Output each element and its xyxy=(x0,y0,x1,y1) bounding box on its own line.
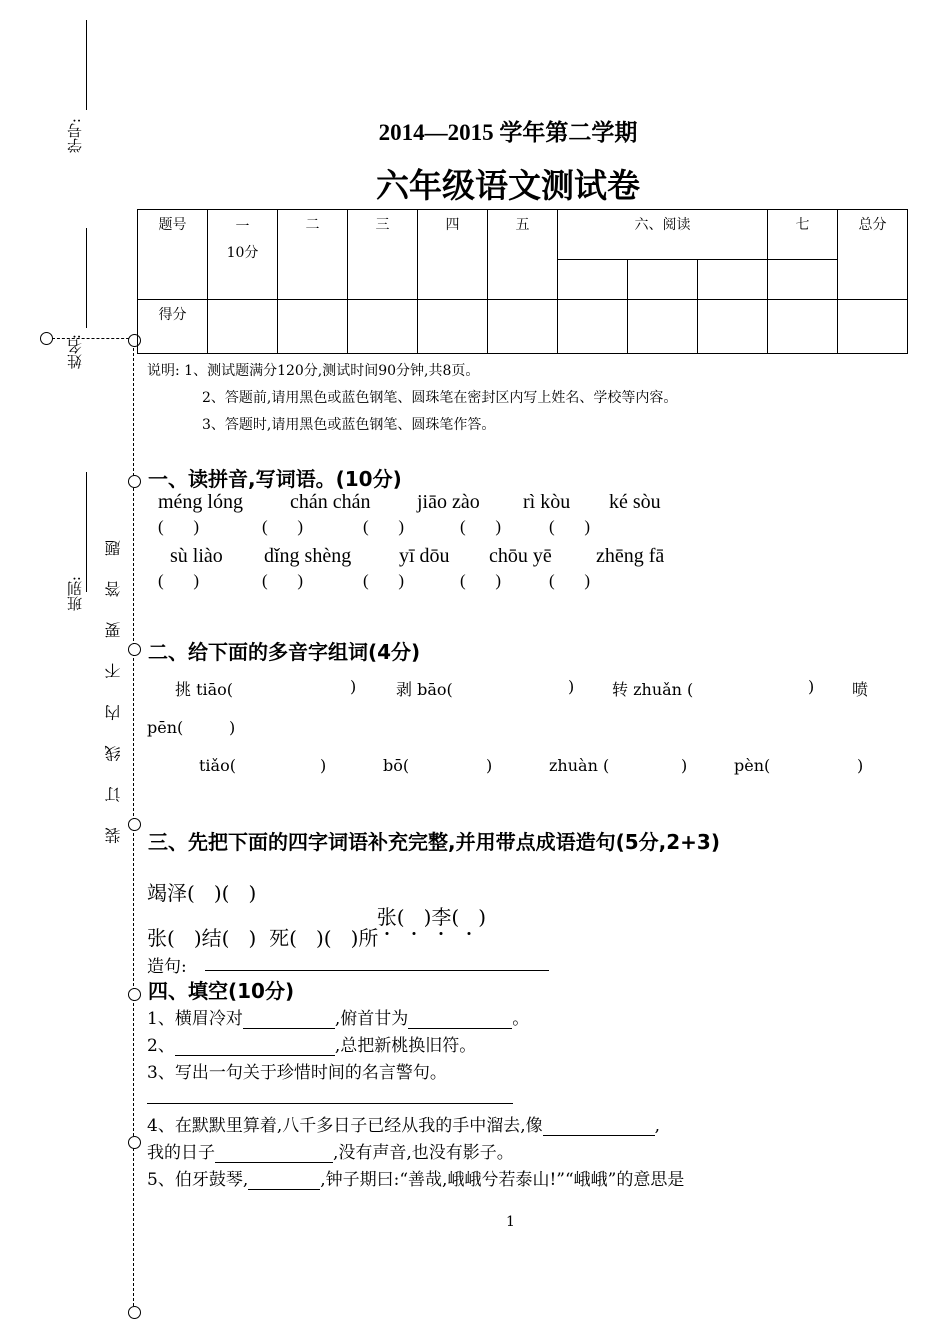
q2-text-a: 2、 xyxy=(147,1036,175,1056)
pinyin-2-5: zhēng fā xyxy=(596,545,665,567)
q5 xyxy=(147,1165,684,1190)
poly-1b-close: ) xyxy=(568,677,575,696)
score-cell[interactable] xyxy=(768,300,838,354)
blank-1-5[interactable]: ( ) xyxy=(549,517,591,536)
blank-2-3[interactable]: ( ) xyxy=(363,571,405,590)
poly-2c: zhuàn ( xyxy=(549,756,610,775)
pinyin-2-1: sù liào xyxy=(170,545,223,567)
poly-2b: bō( xyxy=(383,756,410,775)
pinyin-1-2: chán chán xyxy=(290,491,371,513)
blank-2-1[interactable]: ( ) xyxy=(158,571,200,590)
seal-line-horizontal xyxy=(52,338,134,339)
col-2: 二 xyxy=(278,210,348,300)
blank-1-4[interactable]: ( ) xyxy=(460,517,502,536)
poly-2d-close: ) xyxy=(857,756,864,775)
score-cell[interactable] xyxy=(838,300,908,354)
score-cell[interactable] xyxy=(628,300,698,354)
reading-sub-3[interactable] xyxy=(698,260,768,300)
q2-blank[interactable] xyxy=(175,1037,335,1056)
q1 xyxy=(147,1004,529,1029)
q2 xyxy=(147,1031,476,1056)
pinyin-2-3: yī dōu xyxy=(399,545,450,567)
q4-blank-1[interactable] xyxy=(543,1117,655,1136)
section3-title: 三、先把下面的四字词语补充完整,并用带点成语造句(5分,2+3) xyxy=(148,830,720,854)
note-1: 说明: 1、测试题满分120分,测试时间90分钟,共8页。 xyxy=(147,363,480,379)
col-5: 五 xyxy=(488,210,558,300)
blank-1-1[interactable]: ( ) xyxy=(158,517,200,536)
class-line xyxy=(86,472,87,592)
dotted-blank-2[interactable]: ( ) xyxy=(451,905,487,929)
q4-blank-2[interactable] xyxy=(215,1144,333,1163)
score-cell[interactable] xyxy=(488,300,558,354)
q5-blank[interactable] xyxy=(248,1171,320,1190)
col-total: 总分 xyxy=(838,210,908,300)
idiom-1: 竭泽( )( ) xyxy=(147,881,257,905)
col-6-reading: 六、阅读 xyxy=(558,210,768,260)
poly-2a: tiǎo( xyxy=(199,756,236,775)
score-cell[interactable] xyxy=(278,300,348,354)
note-3: 3、答题时,请用黑色或蓝色钢笔、圆珠笔作答。 xyxy=(202,417,496,433)
poly-1a-close: ) xyxy=(350,677,357,696)
question-no-header: 题号 xyxy=(138,210,208,300)
poly-1c-close: ) xyxy=(808,677,815,696)
page-title: 六年级语文测试卷 xyxy=(376,166,640,205)
seal-circle-6 xyxy=(128,1136,141,1149)
q1-text-b: ,俯首甘为 xyxy=(334,1009,409,1029)
score-cell[interactable] xyxy=(348,300,418,354)
poly-2b-close: ) xyxy=(486,756,493,775)
q4-text-d: ,没有声音,也没有影子。 xyxy=(333,1143,514,1163)
reading-sub-1[interactable] xyxy=(558,260,628,300)
poly-2d: pèn( xyxy=(734,756,771,775)
sentence-line[interactable] xyxy=(205,970,549,971)
pinyin-2-4: chōu yē xyxy=(489,545,552,567)
q1-text-c: 。 xyxy=(512,1009,530,1029)
pinyin-1-4: rì kòu xyxy=(523,491,571,513)
q3: 3、写出一句关于珍惜时间的名言警句。 xyxy=(147,1063,447,1083)
student-no-line xyxy=(86,20,87,110)
col-3: 三 xyxy=(348,210,418,300)
score-cell[interactable] xyxy=(558,300,628,354)
pinyin-1-5: ké sòu xyxy=(609,491,661,513)
q1-blank-2[interactable] xyxy=(408,1010,512,1029)
section4-title: 四、填空(10分) xyxy=(148,979,295,1003)
blank-1-3[interactable]: ( ) xyxy=(363,517,405,536)
poly-2c-close: ) xyxy=(681,756,688,775)
score-row-header: 得分 xyxy=(138,300,208,354)
poly-1a: 挑 tiāo( xyxy=(175,680,234,699)
q4-text-c: 我的日子 xyxy=(147,1143,215,1163)
section2-title: 二、给下面的多音字组词(4分) xyxy=(148,640,421,664)
poly-1c: 转 zhuǎn ( xyxy=(612,680,694,699)
idiom-row2: 张( )结( ) 死( )( )所 xyxy=(147,926,379,950)
class-label: 班别: xyxy=(66,576,84,612)
pinyin-1-1: méng lóng xyxy=(158,491,243,513)
col-7: 七 xyxy=(768,210,838,260)
poly-1d-pinyin: pēn( ) xyxy=(147,718,236,737)
page-number: 1 xyxy=(506,1214,515,1230)
score-cell[interactable] xyxy=(418,300,488,354)
seal-circle-7 xyxy=(128,1306,141,1319)
dotted-char-li: 李 xyxy=(431,905,452,929)
blank-2-5[interactable]: ( ) xyxy=(549,571,591,590)
pinyin-2-2: dǐng shèng xyxy=(264,545,352,567)
name-label: 姓名: xyxy=(66,334,84,370)
dotted-char-zhang: 张 xyxy=(376,905,397,929)
dotted-blank-1[interactable]: ( ) xyxy=(396,905,432,929)
poly-1b: 剥 bāo( xyxy=(396,680,453,699)
poly-1d: 喷 xyxy=(852,680,869,699)
col-4: 四 xyxy=(418,210,488,300)
blank-2-2[interactable]: ( ) xyxy=(262,571,304,590)
score-table xyxy=(137,209,908,354)
student-no-label: 学号: xyxy=(66,118,84,154)
seal-circle-3 xyxy=(128,643,141,656)
blank-1-2[interactable]: ( ) xyxy=(262,517,304,536)
col-7-sub[interactable] xyxy=(768,260,838,300)
score-cell[interactable] xyxy=(208,300,278,354)
reading-sub-2[interactable] xyxy=(628,260,698,300)
q2-text-b: ,总把新桃换旧符。 xyxy=(334,1036,477,1056)
q3-answer-line[interactable] xyxy=(147,1103,513,1104)
q1-blank-1[interactable] xyxy=(243,1010,335,1029)
no-answer-notice: 装 订 线 内 不 要 答 题 xyxy=(104,530,123,844)
q4-text-b: , xyxy=(654,1116,661,1136)
seal-circle-left xyxy=(40,332,53,345)
q4-text-a: 4、在默默里算着,八千多日子已经从我的手中溜去,像 xyxy=(147,1116,543,1136)
name-line xyxy=(86,228,87,328)
blank-2-4[interactable]: ( ) xyxy=(460,571,502,590)
pinyin-1-3: jiāo zào xyxy=(417,491,480,513)
idiom-2 xyxy=(364,877,486,930)
score-cell[interactable] xyxy=(698,300,768,354)
q5-text-b: ,钟子期曰:“善哉,峨峨兮若泰山!”“峨峨”的意思是 xyxy=(320,1170,685,1190)
note-2: 2、答题前,请用黑色或蓝色钢笔、圆珠笔在密封区内写上姓名、学校等内容。 xyxy=(202,390,678,406)
q5-text-a: 5、伯牙鼓琴, xyxy=(147,1170,249,1190)
q1-text-a: 1、横眉冷对 xyxy=(147,1009,243,1029)
col-1: 一 10分 xyxy=(208,210,278,300)
seal-circle-5 xyxy=(128,988,141,1001)
year-term: 2014—2015 学年第二学期 xyxy=(378,120,638,145)
q4-cont xyxy=(147,1138,514,1163)
seal-circle-4 xyxy=(128,818,141,831)
sentence-label: 造句: xyxy=(147,957,187,977)
section1-title: 一、读拼音,写词语。(10分) xyxy=(148,467,402,491)
q4 xyxy=(147,1111,660,1136)
poly-2a-close: ) xyxy=(320,756,327,775)
seal-circle-2 xyxy=(128,475,141,488)
